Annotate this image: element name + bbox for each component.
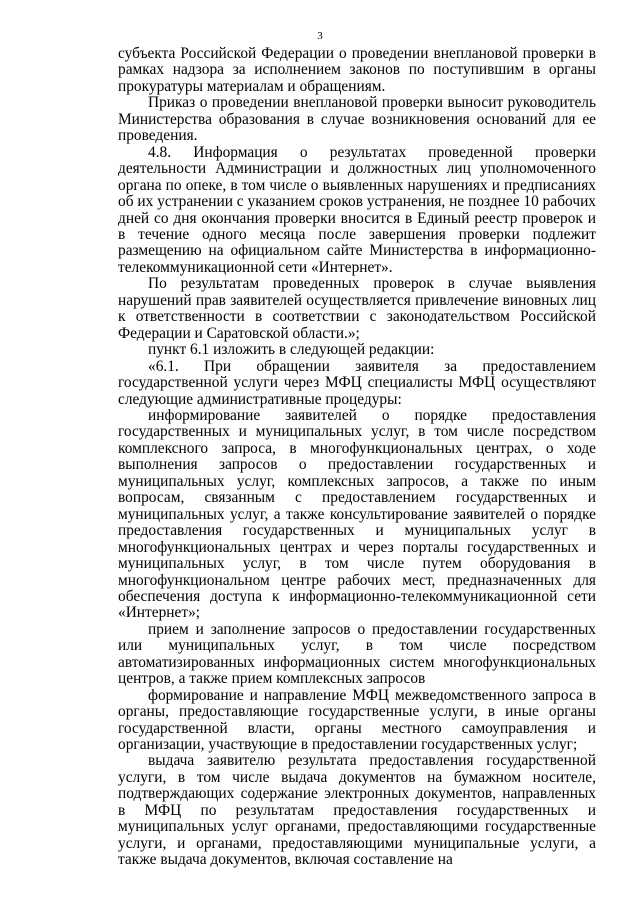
paragraph: выдача заявителю результата предоставления государственной услуги, в том числе выдача документов на бумажном носителе, подтверждающих содержание электронных документов, направленных в МФЦ по результатам предоставления государственных и муниципальных услуг органами, предоставляющими государственные услуги, и органами, предоставляющими муниципальные услуги, а также выдача документов, включая составление на xyxy=(118,752,596,869)
page-number: 3 xyxy=(317,30,323,42)
paragraph: формирование и направление МФЦ межведомственного запроса в органы, предоставляющие государственные услуги, в иные органы государственной власти, органы местного самоуправления и организации, участвующие в предоставлении государственных услуг; xyxy=(118,686,596,754)
document-body xyxy=(118,46,596,869)
paragraph: субъекта Российской Федерации о проведении внеплановой проверки в рамках надзора за исполнением законов по поступившим в органы прокуратуры материалам и обращениям. xyxy=(118,45,596,95)
paragraph: прием и заполнение запросов о предоставлении государственных или муниципальных услуг, в том числе посредством автоматизированных информационных систем многофункциональных центров, а также прием комплексных запросов xyxy=(118,620,596,688)
paragraph: 4.8. Информация о результатах проведенной проверки деятельности Администрации и должностных лиц уполномоченного органа по опеке, в том числе о выявленных нарушениях и предписаниях об их устранении с указанием сроков устранения, не позднее 10 рабочих дней со дня окончания проверки вносится в Единый реестр проверок и в течение одного месяца после завершения проверки подлежит размещению на официальном сайте Министерства в информационно-телекоммуникационной сети «Интернет». xyxy=(118,143,596,276)
paragraph: Приказ о проведении внеплановой проверки выносит руководитель Министерства образования в случае возникновения оснований для ее проведения. xyxy=(118,94,596,145)
paragraph: «6.1. При обращении заявителя за предоставлением государственной услуги через МФЦ специалисты МФЦ осуществляют следующие административные процедуры: xyxy=(118,357,596,408)
paragraph: информирование заявителей о порядке предоставления государственных и муниципальных услуг, в том числе посредством комплексного запроса, в многофункциональных центрах, о ходе выполнения запросов о предоставлении государственных и муниципальных услуг, комплексных запросов, а также по иным вопросам, связанным с предоставлением государственных и муниципальных услуг, а также консультирование заявителей о порядке предоставления государственных и муниципальных услуг в многофункциональных центрах и через порталы государственных и муниципальных услуг, в том числе путем оборудования в многофункциональном центре рабочих мест, предназначенных для обеспечения доступа к информационно-телекоммуникационной сети «Интернет»; xyxy=(118,406,596,622)
paragraph: пункт 6.1 изложить в следующей редакции: xyxy=(148,341,435,359)
paragraph: По результатам проведенных проверок в случае выявления нарушений прав заявителей осуществляется привлечение виновных лиц к ответственности в соответствии с законодательством Российской Федерации и Саратовской области.»; xyxy=(118,275,596,342)
